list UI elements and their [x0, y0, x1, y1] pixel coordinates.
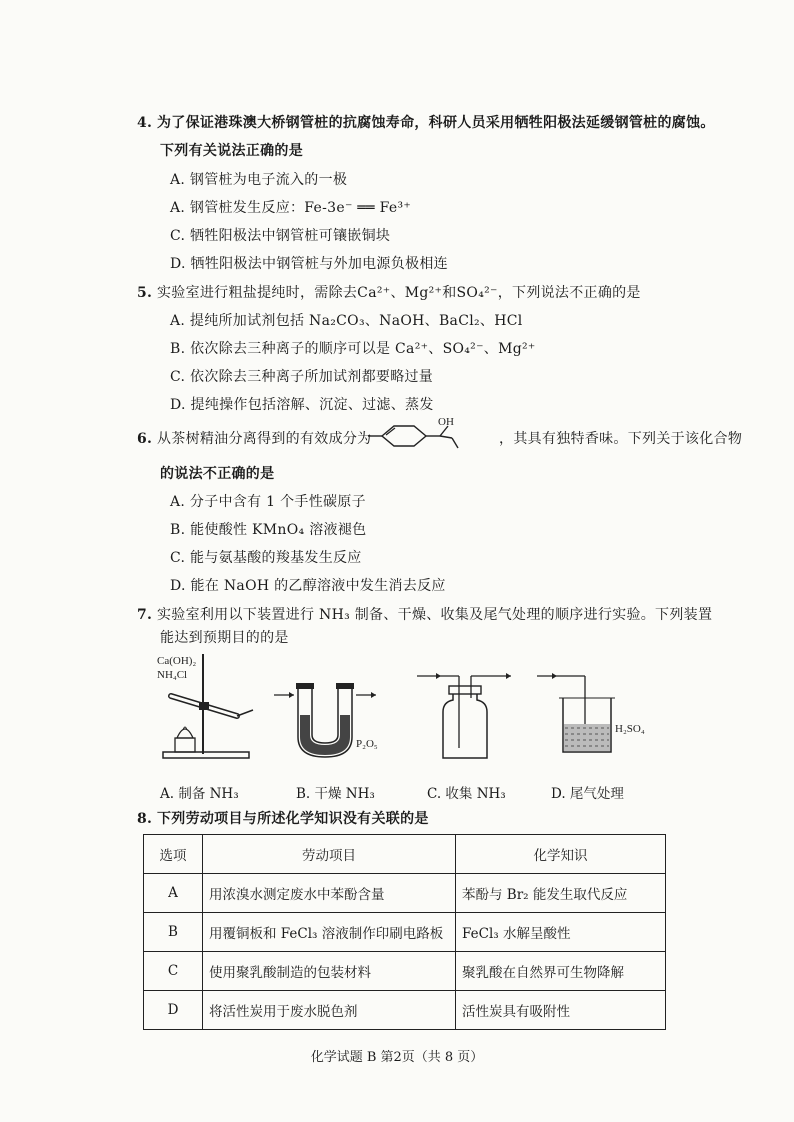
chem-knowledge: FeCl₃ 水解呈酸性: [456, 913, 666, 952]
label-caoh2: Ca(OH)₂: [157, 655, 197, 667]
labor-item: 将活性炭用于废水脱色剂: [203, 991, 456, 1030]
q4-stem-text: 为了保证港珠澳大桥钢管桩的抗腐蚀寿命，科研人员采用牺牲阳极法延缓钢管桩的腐蚀。: [156, 115, 715, 131]
q5-number: 5.: [137, 285, 153, 301]
table-header-row: [144, 835, 666, 874]
q6-option-a: A. 分子中含有 1 个手性碳原子: [170, 494, 366, 510]
q7-number: 7.: [137, 607, 153, 623]
q4-option-d: D. 牺牲阳极法中钢管桩与外加电源负极相连: [170, 256, 448, 272]
q5-stem: [137, 282, 641, 302]
q8-stem: [137, 808, 429, 828]
q8-number: 8.: [137, 811, 153, 827]
q4-stem-line2: 下列有关说法正确的是: [160, 143, 303, 159]
chem-knowledge: 聚乳酸在自然界可生物降解: [456, 952, 666, 991]
terpineol-structure: [368, 414, 486, 454]
q6-number: 6.: [137, 431, 153, 447]
row-label: A: [144, 874, 203, 913]
table-row: [144, 913, 666, 952]
apparatus-a-preparation: [155, 650, 260, 762]
q6-option-d: D. 能在 NaOH 的乙醇溶液中发生消去反应: [170, 578, 446, 594]
q5-option-a: A. 提纯所加试剂包括 Na₂CO₃、NaOH、BaCl₂、HCl: [170, 313, 523, 329]
label-p2o5: P₂O₅: [356, 738, 378, 750]
q8-table: [143, 834, 666, 1030]
q6-stem-a: 从茶树精油分离得到的有效成分为: [156, 431, 372, 447]
table-row: [144, 952, 666, 991]
q8-stem-text: 下列劳动项目与所述化学知识没有关联的是: [156, 811, 429, 827]
caption-b: B. 干燥 NH₃: [296, 786, 375, 802]
oh-label: OH: [438, 416, 454, 428]
chem-knowledge: 活性炭具有吸附性: [456, 991, 666, 1030]
row-label: C: [144, 952, 203, 991]
q4-option-a2: A. 钢管桩发生反应：Fe-3e⁻ ══ Fe³⁺: [170, 200, 412, 216]
apparatus-c-collection: [415, 668, 515, 768]
caption-d: D. 尾气处理: [551, 786, 624, 802]
caption-a: A. 制备 NH₃: [160, 786, 239, 802]
q7-stem-line1: [137, 604, 712, 624]
apparatus-d-tail-gas: [535, 668, 645, 763]
q4-option-a1: A. 钢管桩为电子流入的一极: [170, 172, 348, 188]
caption-c: C. 收集 NH₃: [427, 786, 506, 802]
labor-item: 用浓溴水测定废水中苯酚含量: [203, 874, 456, 913]
q5-option-b: B. 依次除去三种离子的顺序可以是 Ca²⁺、SO₄²⁻、Mg²⁺: [170, 341, 536, 357]
apparatus-b-drying: [272, 665, 392, 765]
header-option: 选项: [144, 835, 203, 874]
q5-option-d: D. 提纯操作包括溶解、沉淀、过滤、蒸发: [170, 397, 434, 413]
q6-stem-b: ，其具有独特香味。下列关于该化合物: [499, 431, 743, 447]
q4-stem-line1: [137, 112, 715, 132]
q7-stem-text: 实验室利用以下装置进行 NH₃ 制备、干燥、收集及尾气处理的顺序进行实验。下列装置: [156, 607, 713, 623]
labor-item: 使用聚乳酸制造的包装材料: [203, 952, 456, 991]
header-chem-knowledge: 化学知识: [456, 835, 666, 874]
q6-stem-line2: 的说法不正确的是: [160, 466, 275, 482]
page-footer: 化学试题 B 第2页（共 8 页）: [310, 1050, 484, 1065]
table-row: [144, 874, 666, 913]
chem-knowledge: 苯酚与 Br₂ 能发生取代反应: [456, 874, 666, 913]
q4-number: 4.: [137, 115, 153, 131]
row-label: B: [144, 913, 203, 952]
header-labor-item: 劳动项目: [203, 835, 456, 874]
label-h2so4: H₂SO₄: [615, 723, 645, 735]
label-nh4cl: NH₄Cl: [157, 669, 188, 681]
labor-item: 用覆铜板和 FeCl₃ 溶液制作印刷电路板: [203, 913, 456, 952]
q5-stem-text: 实验室进行粗盐提纯时，需除去Ca²⁺、Mg²⁺和SO₄²⁻，下列说法不正确的是: [156, 285, 641, 301]
q4-option-c: C. 牺牲阳极法中钢管桩可镶嵌铜块: [170, 228, 391, 244]
row-label: D: [144, 991, 203, 1030]
table-row: [144, 991, 666, 1030]
q5-option-c: C. 依次除去三种离子所加试剂都要略过量: [170, 369, 434, 385]
q6-option-b: B. 能使酸性 KMnO₄ 溶液褪色: [170, 522, 367, 538]
q6-option-c: C. 能与氨基酸的羧基发生反应: [170, 550, 362, 566]
q7-stem-line2: 能达到预期目的的是: [160, 630, 289, 646]
